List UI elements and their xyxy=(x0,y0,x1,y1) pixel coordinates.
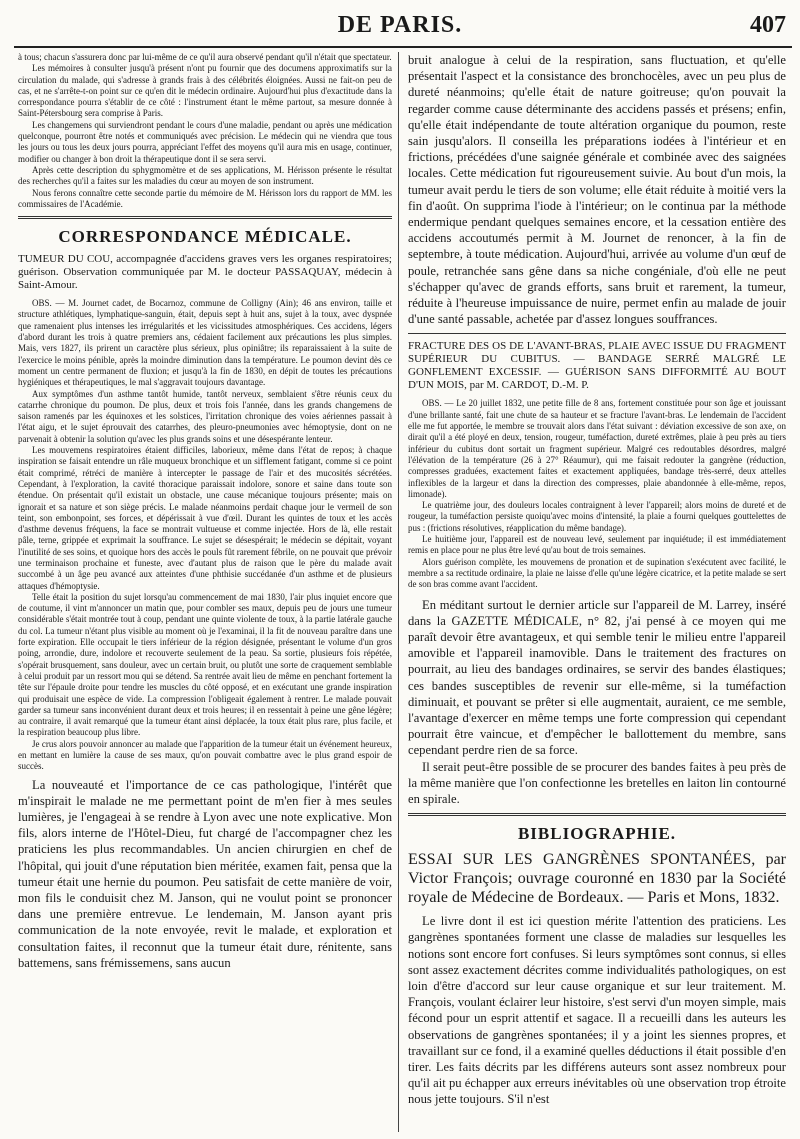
observation-paragraph: Je crus alors pouvoir annoncer au malade que l'apparition de la tumeur était un événement heureux, en mettant en lumière la cause de ses maux, qu'on pouvait combattre avec le plus grand espoir de succès. xyxy=(18,738,392,772)
right-column xyxy=(408,52,786,1132)
observation-paragraph: Telle était la position du sujet lorsqu'au commencement de mai 1830, l'air plus inquiet encore que de coutume, il vint m'annoncer un matin que, pour combler ses maux, depuis peu de jours une tumeur considérable s'était montrée tout à coup, pendant une quinte violente de toux, à la partie latérale gauche du col. La tumeur n'étant plus visible au moment où je l'examinai, il la fit de nouveau paraître dans une forte expiration. Elle occupait le tiers inférieur de la région désignée, présentant le volume d'un gros poing, arrondie, dure, indolore et recouverte seulement de la peau. Sa sortie, plusieurs fois répétée, s'opérait brusquement, sans douleur, avec un certain bruit, ou plutôt une sorte de craquement semblable à celui produit par un ressort mou qui se détend. Sa rentrée avait lieu de même en penchant fortement la tête sur l'épaule droite pour tendre les muscles du côté opposé, et en exécutant une grande inspiration qui produisait une espèce de vide. La compression l'obligeait également à rentrer. Le malade pouvait garder sa tumeur sans inconvénient durant deux et trois heures; il en ressentait à peine une gêne légère; au contraire, il avait remarqué que la tumeur étant ainsi déplacée, la toux était plus rare, plus facile, et la respiration beaucoup plus libre. xyxy=(18,591,392,738)
observation-paragraph: Le huitième jour, l'appareil est de nouveau levé, seulement par inquiétude; il est immédiatement remis en place pour ne plus être levé qu'au bout de trois semaines. xyxy=(408,534,786,556)
observation-paragraph: Aux symptômes d'un asthme tantôt humide, tantôt nerveux, semblaient s'être réunis ceux du catarrhe chronique du poumon. De plus, deux et trois fois l'année, dans les grands changemens de saison ramenés par les équinoxes et les solstices, l'irritation chronique des voies aériennes passait à l'état aigu, et le sujet éprouvait des catarrhes, des pleuro-pneumonies avec hémoptysie, dont on ne parvenait à obtenir la solution qu'avec les plus grands soins et une désespérante lenteur. xyxy=(18,388,392,444)
section-rule xyxy=(18,216,392,219)
section-rule xyxy=(408,333,786,334)
section-rule xyxy=(408,813,786,816)
case-heading: TUMEUR DU COU, accompagnée d'accidens graves vers les organes respiratoires; guérison. Observation communiquée par M. le docteur PASSAQUAY, médecin à Saint-Amour. xyxy=(18,253,392,292)
observation-paragraph: OBS. — M. Journet cadet, de Bocarnoz, commune de Colligny (Ain); 46 ans environ, taille et structure athlétiques, lymphatique-sanguin, était, depuis sept à huit ans, sujet à la toux, avec dyspnée que ramenaient plus intenses les irrégularités et les vicissitudes atmosphériques. Ces accidens, légers d'abord durant les trois à quatre premiers ans, cédaient facilement aux précautions les plus simples. Mais, vers 1827, ils prirent un caractère plus sérieux, plus opiniâtre; ils reparaissaient à la suite de l'exercice le moins pénible, après la moindre diminution dans la température. Le poumon devint dès ce moment un centre permanent de fluxion; et jusqu'à la fin de 1830, en dépit de toutes les précautions hygiéniques et thérapeutiques, le mal s'aggravait toujours davantage. xyxy=(18,298,392,388)
body-paragraph: Le livre dont il est ici question mérite l'attention des praticiens. Les gangrènes spontanées forment une classe de maladies sur lesquelles les notions sont encore fort confuses. Si leurs symptômes sont connus, si elles sont assez exactement décrites comme individualités pathologiques, on est loin d'être d'accord sur leur cause organique et sur leur traitement. M. François, voulant éclairer leur histoire, s'est servi d'un moyen simple, mais fécond pour un esprit attentif et sagace. Il a recueilli dans les auteurs les observations de gangrènes spontanées; il y a joint les siennes propres, et travaillant sur ce fond, il a examiné quelles déductions il était possible d'en tirer. Les faits décrits par les différens auteurs sont assez nombreux pour qu'il ait pu échapper aux erreurs inévitables où une observation trop étroite nous jette toujours. S'il n'est xyxy=(408,914,786,1107)
body-paragraph: En méditant surtout le dernier article sur l'appareil de M. Larrey, inséré dans la GAZETTE MÉDICALE, n° 82, j'ai pensé à ce moyen qui me paraît devoir être avantageux, et qui semble tenir le milieu entre l'appareil amovible et l'appareil inamovible. Dans le traitement des fractures on pourrait, au lieu des bandages ordinaires, se servir des bandes élastiques; ces bandes susceptibles de revenir sur elle-même, si la tuméfaction diminuait, et pouvant se prêter si elle augmentait, auraient, ce me semble, l'avantage d'exercer en même temps une forte compression qui cependant pourrait être vaincue, et d'empêcher le ballottement du membre, sans cependant perdre rien de sa force. xyxy=(408,597,786,758)
observation-paragraph: Le quatrième jour, des douleurs locales contraignent à lever l'appareil; alors moins de dureté et de rougeur, la tuméfaction persiste quoiqu'avec moins d'intensité, la plaie a fourni quelques gouttelettes de pus : (frictions résolutives, réapplication du même bandage). xyxy=(408,500,786,533)
intro-paragraph: Nous ferons connaître cette seconde partie du mémoire de M. Hérisson lors du rapport de MM. les commissaires de l'Académie. xyxy=(18,187,392,209)
running-title: DE PARIS. xyxy=(337,12,463,38)
body-paragraph: bruit analogue à celui de la respiration, sans fluctuation, et qu'elle présentait l'aspect et la consistance des bronchocèles, avec un peu plus de dureté néanmoins; qu'elle était de nature goitreuse; qu'on pouvait la regarder comme cause déterminante des accidens passés et présens; enfin, qu'elle était indépendante de toute altération organique du poumon, reste sain jusqu'alors. Il conseilla les préparations iodées à l'intérieur et en frictions, précédées d'une saignée générale et combinée avec des saignées locales. Cette médication fut rigoureusement suivie. Au bout d'un mois, la tumeur avait perdu le tiers de son volume; elle était réduite à moitié vers la fin d'août. On supprima l'iode à l'intérieur; on le continua par la méthode endermique pendant quelques semaines encore, et la cessation entière des accidens accoutumés permit à M. Journet de renoncer, à la fin de septembre, à toute médication. Aujourd'hui, arrivée au volume d'un œuf de poule, retranchée sans gêne dans sa niche congéniale, d'où elle ne peut s'échapper qu'avec de grands efforts, sans bruit et rarement, la tumeur, réduite à l'heureuse impuissance de nuire, permet enfin au malade de jouir d'une santé passable, achetée par d'assez longues souffrances. xyxy=(408,53,786,327)
intro-paragraph: à tous; chacun s'assurera donc par lui-même de ce qu'il aura observé pendant qu'il n'était que spectateur. xyxy=(18,52,392,62)
intro-paragraph: Les mémoires à consulter jusqu'à présent n'ont pu fournir que des documens approximatifs sur la circulation du malade, qui s'adresse à grands frais à des célébrités éloignées. Aussi ne fait-on peu de cas, et ne s'arrête-t-on point sur ce qu'en dit le médecin ordinaire. Aujourd'hui plus d'exactitude dans la correspondance pourra s'établir de ce côté : l'instrument étant le même partout, sa mesure donnée à Saint-Pétersbourg sera comprise à Paris. xyxy=(18,63,392,119)
body-paragraph: La nouveauté et l'importance de ce cas pathologique, l'intérêt que m'inspirait le malade ne me permettant point de m'en fier à mes seules lumières, je l'engageai à se rendre à Lyon avec une note explicative. Mon fils, alors interne de l'Hôtel-Dieu, fut chargé de l'accompagner chez les praticiens les plus recommandables. Un ancien chirurgien en chef de l'hôpital, qui jouit d'une réputation bien méritée, examen fait, pensa que la tumeur était une hernie du poumon. Peu satisfait de cette manière de voir, mon fils le conduisit chez M. Janson, qui ne voulut point se prononcer dans une première entrevue. Le lendemain, M. Janson ayant pris communication de la note envoyée, revit le malade, et exploration et consultation faites, il reconnut que la tumeur était dure, rénitente, sans battemens, sans frémissemens, sans aucun xyxy=(18,777,392,970)
page-number: 407 xyxy=(750,12,786,38)
column-divider xyxy=(398,52,399,1132)
page-header xyxy=(0,0,800,44)
fracture-heading: FRACTURE DES OS DE L'AVANT-BRAS, PLAIE AVEC ISSUE DU FRAGMENT SUPÉRIEUR DU CUBITUS. — BANDAGE SERRÉ MALGRÉ LE GONFLEMENT EXCESSIF. — GUÉRISON SANS DIFFORMITÉ AU BOUT D'UN MOIS, par M. CARDOT, D.-M. P. xyxy=(408,340,786,392)
observation-paragraph: OBS. — Le 20 juillet 1832, une petite fille de 8 ans, fortement constituée pour son âge et jouissant d'une brillante santé, fait une chute de sa hauteur et se fracture l'avant-bras. Le lendemain de l'accident elle me fut apportée, le membre se trouvait alors dans l'état suivant : déviation excessive de son axe, on dirait qu'il a été ployé en deux, tension, rougeur, tuméfaction, dureté extrêmes, plaie à peu près au tiers inférieur du cubitus dont sortait un fragment supérieur. Malgré ces redoutables désordres, malgré l'élévation de la température (26 à 27° Réaumur), qui me faisait redouter la gangrène (réduction, compresses graduées, exactement faites et exactement appliquées, bandage très-serré, deux attelles inflexibles de la largeur et dans la direction des compresses, plaie abandonnée à elle-même, repos, limonade). xyxy=(408,398,786,499)
bibliography-title: BIBLIOGRAPHIE. xyxy=(517,824,677,844)
observation-paragraph: Les mouvemens respiratoires étaient difficiles, laborieux, même dans l'état de repos; à chaque inspiration se faisait entendre un râle muqueux bronchique et un sifflement fatigant, comme si ce point était comprimé, rétréci de manière à intercepter le passage de l'air et des mucosités sécrétées. Cependant, à l'exploration, la cavité thoracique paraissait indolore, sonore et saine dans toute son étendue. On présentait qu'il existait un obstacle, une cause mécanique toujours présente; mais on ignorait et sa nature et son siège précis. Le malade néanmoins perdait chaque jour le vermeil de son teint, son embonpoint, ses forces, et dépérissait à vue d'œil. Durant les quintes de toux et les accès d'asthme devenus fréquens, la face se montrait vultueuse et comme injectée. Hors de là, elle restait pâle, terne, grippée et exprimait la souffrance. Le sujet se désespérait; le médecin se dépitait, voyant l'inutilité de ses soins, et quoique hors des accès le pouls fût rarement fébrile, on ne pouvait que prévoir une terminaison prochaine et funeste, avec d'autant plus de raison que le père du malade avait succombé à un âge peu avancé aux atteintes d'une phthisie succédanée d'un asthme et de plusieurs attaques d'hémoptysie. xyxy=(18,445,392,591)
left-column xyxy=(18,52,392,1132)
intro-paragraph: Les changemens qui surviendront pendant le cours d'une maladie, pendant ou après une médication quelconque, pourront être notés et communiqués avec précision. Le médecin qui ne viendra que tous les jours ou tous les deux jours pourra, appréciant l'effet des moyens qu'il aura mis en usage, continuer, modifier ou changer à bon droit la thérapeutique dont il se sera servi. xyxy=(18,119,392,164)
observation-paragraph: Alors guérison complète, les mouvemens de pronation et de supination s'exécutent avec facilité, le membre a sa rectitude ordinaire, la plaie ne laisse d'elle qu'une légère cicatrice, et la petite malade se sert de son bras comme avant l'accident. xyxy=(408,556,786,590)
intro-paragraph: Après cette description du sphygmomètre et de ses applications, M. Hérisson présente le résultat des recherches qu'il a faites sur les maladies du cœur au moyen de son instrument. xyxy=(18,164,392,187)
header-rule xyxy=(14,46,792,48)
body-paragraph: Il serait peut-être possible de se procurer des bandes faites à peu près de la même manière que l'on confectionne les bretelles en laiton lin contourné en spirale. xyxy=(408,759,786,806)
section-title: CORRESPONDANCE MÉDICALE. xyxy=(58,227,352,247)
bibliography-heading: ESSAI SUR LES GANGRÈNES SPONTANÉES, par Victor François; ouvrage couronné en 1830 par la Société royale de Médecine de Bordeaux. — Paris et Mons, 1832. xyxy=(408,851,786,907)
